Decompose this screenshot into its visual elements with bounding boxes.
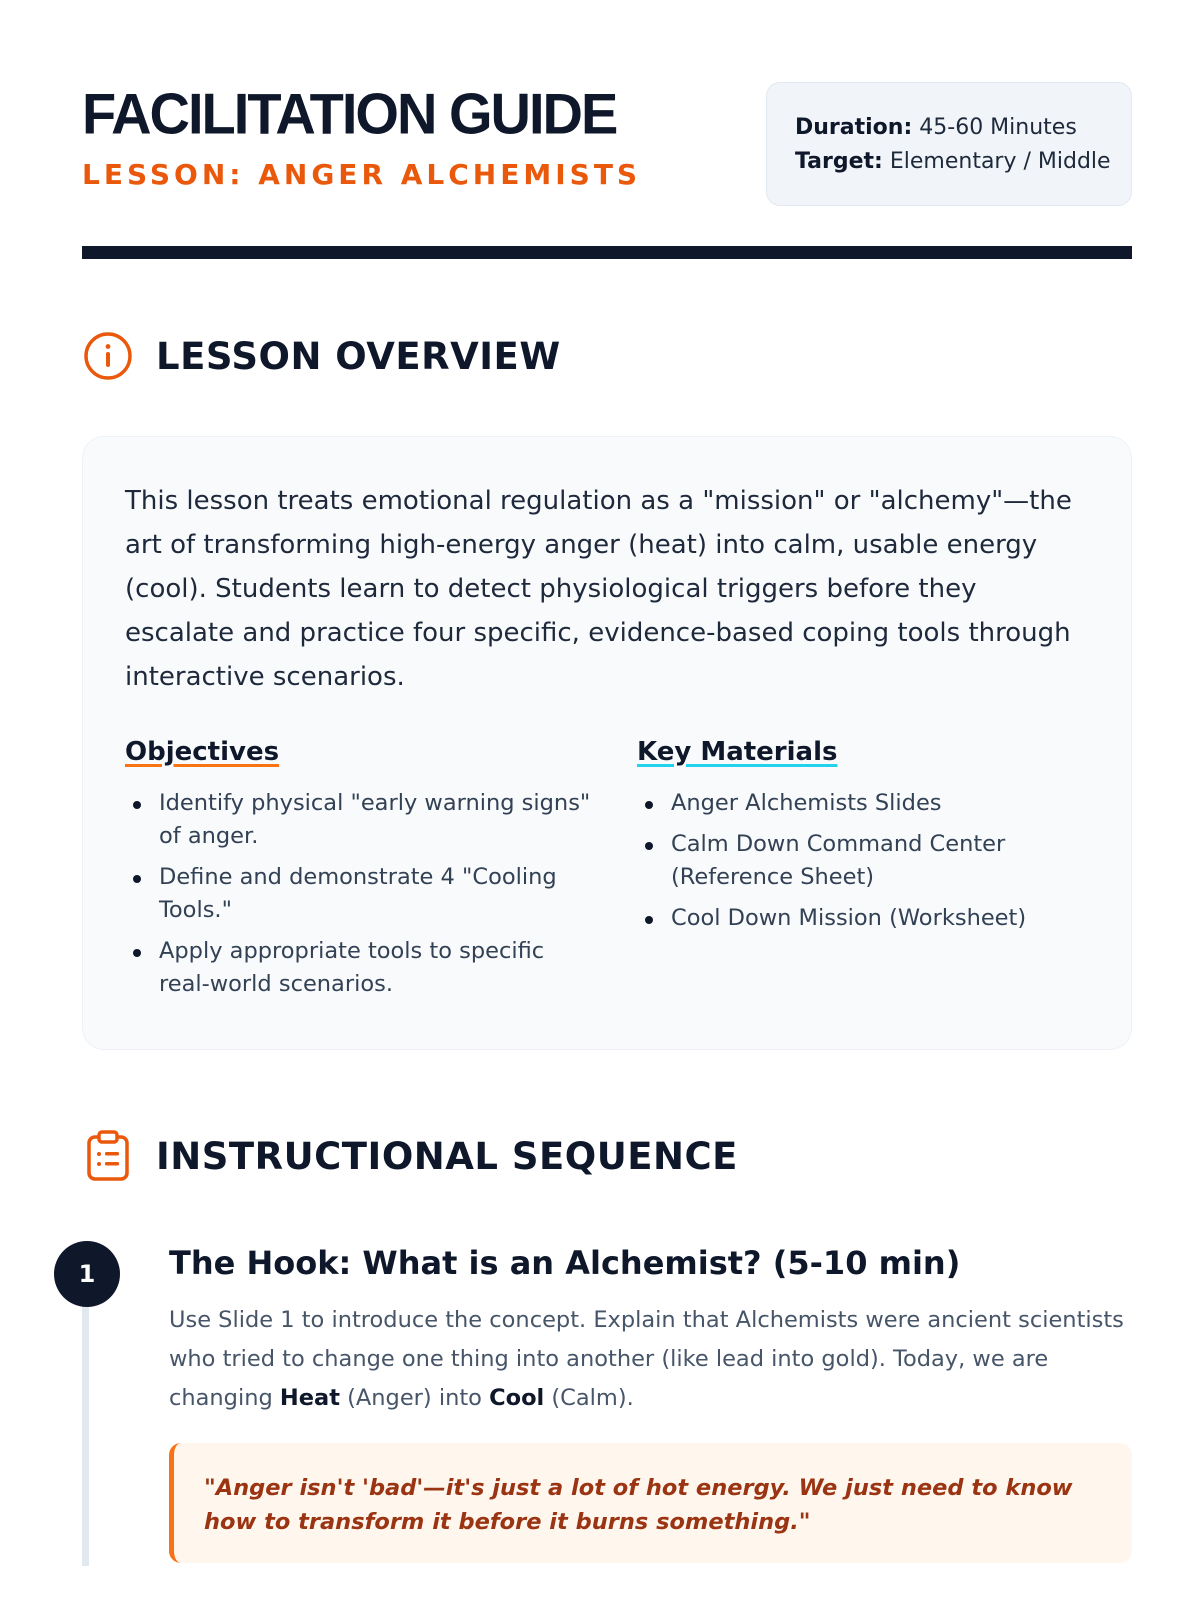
duration-value: 45-60 Minutes [919, 115, 1077, 140]
step-quote: "Anger isn't 'bad'—it's just a lot of hot energy. We just need to know how to transform it before it burns something." [169, 1443, 1132, 1563]
sequence-title: INSTRUCTIONAL SEQUENCE [156, 1134, 738, 1178]
list-item: Define and demonstrate 4 "Cooling Tools." [125, 861, 595, 927]
materials-column [637, 737, 1097, 943]
lesson-subtitle: LESSON: ANGER ALCHEMISTS [82, 158, 642, 191]
info-circle-icon [82, 330, 134, 382]
materials-list [637, 787, 1097, 935]
overview-paragraph: This lesson treats emotional regulation as a "mission" or "alchemy"—the art of transforming high-energy anger (heat) into calm, usable energy (cool). Students learn to detect physiological triggers before they escalate and practice four specific, evidence-based coping tools through interactive scenarios. [125, 486, 1072, 692]
list-item: Apply appropriate tools to specific real-world scenarios. [125, 935, 595, 1001]
step-number-badge: 1 [54, 1241, 120, 1307]
objectives-column [125, 737, 595, 1009]
lesson-meta-box [766, 82, 1132, 206]
objectives-heading: Objectives [125, 737, 280, 767]
list-item: Cool Down Mission (Worksheet) [637, 902, 1097, 935]
objectives-list [125, 787, 595, 1001]
list-item: Anger Alchemists Slides [637, 787, 1097, 820]
overview-section-heading [82, 330, 561, 382]
step-body-cool: Cool [489, 1385, 545, 1411]
sequence-section-heading [82, 1130, 738, 1182]
clipboard-list-icon [82, 1130, 134, 1182]
facilitation-guide-page [78, 0, 1132, 1535]
step-body-text: Use Slide 1 to introduce the concept. Explain that Alchemists were ancient scientists who tried to change one thing into another (like lead into gold). Today, we are changing [169, 1307, 1124, 1411]
list-item: Identify physical "early warning signs" of anger. [125, 787, 595, 853]
target-row [795, 145, 1131, 179]
step-title: The Hook: What is an Alchemist? (5-10 min) [169, 1244, 961, 1282]
overview-title: LESSON OVERVIEW [156, 334, 561, 378]
target-value: Elementary / Middle [889, 149, 1111, 174]
timeline-line [82, 1290, 89, 1566]
list-item: Calm Down Command Center (Reference Sheet) [637, 828, 1097, 894]
step-body [169, 1301, 1129, 1418]
step-body-heat: Heat [279, 1385, 340, 1411]
materials-heading: Key Materials [637, 737, 838, 767]
header-divider [82, 246, 1132, 259]
target-label: Target: [795, 149, 883, 174]
step-body-text: (Calm). [544, 1385, 634, 1411]
duration-label: Duration: [795, 115, 913, 140]
duration-row [795, 111, 1131, 145]
overview-card [82, 436, 1132, 1050]
document-title: FACILITATION GUIDE [82, 81, 617, 146]
document-header [82, 0, 1132, 260]
step-body-text: (Anger) into [339, 1385, 490, 1411]
